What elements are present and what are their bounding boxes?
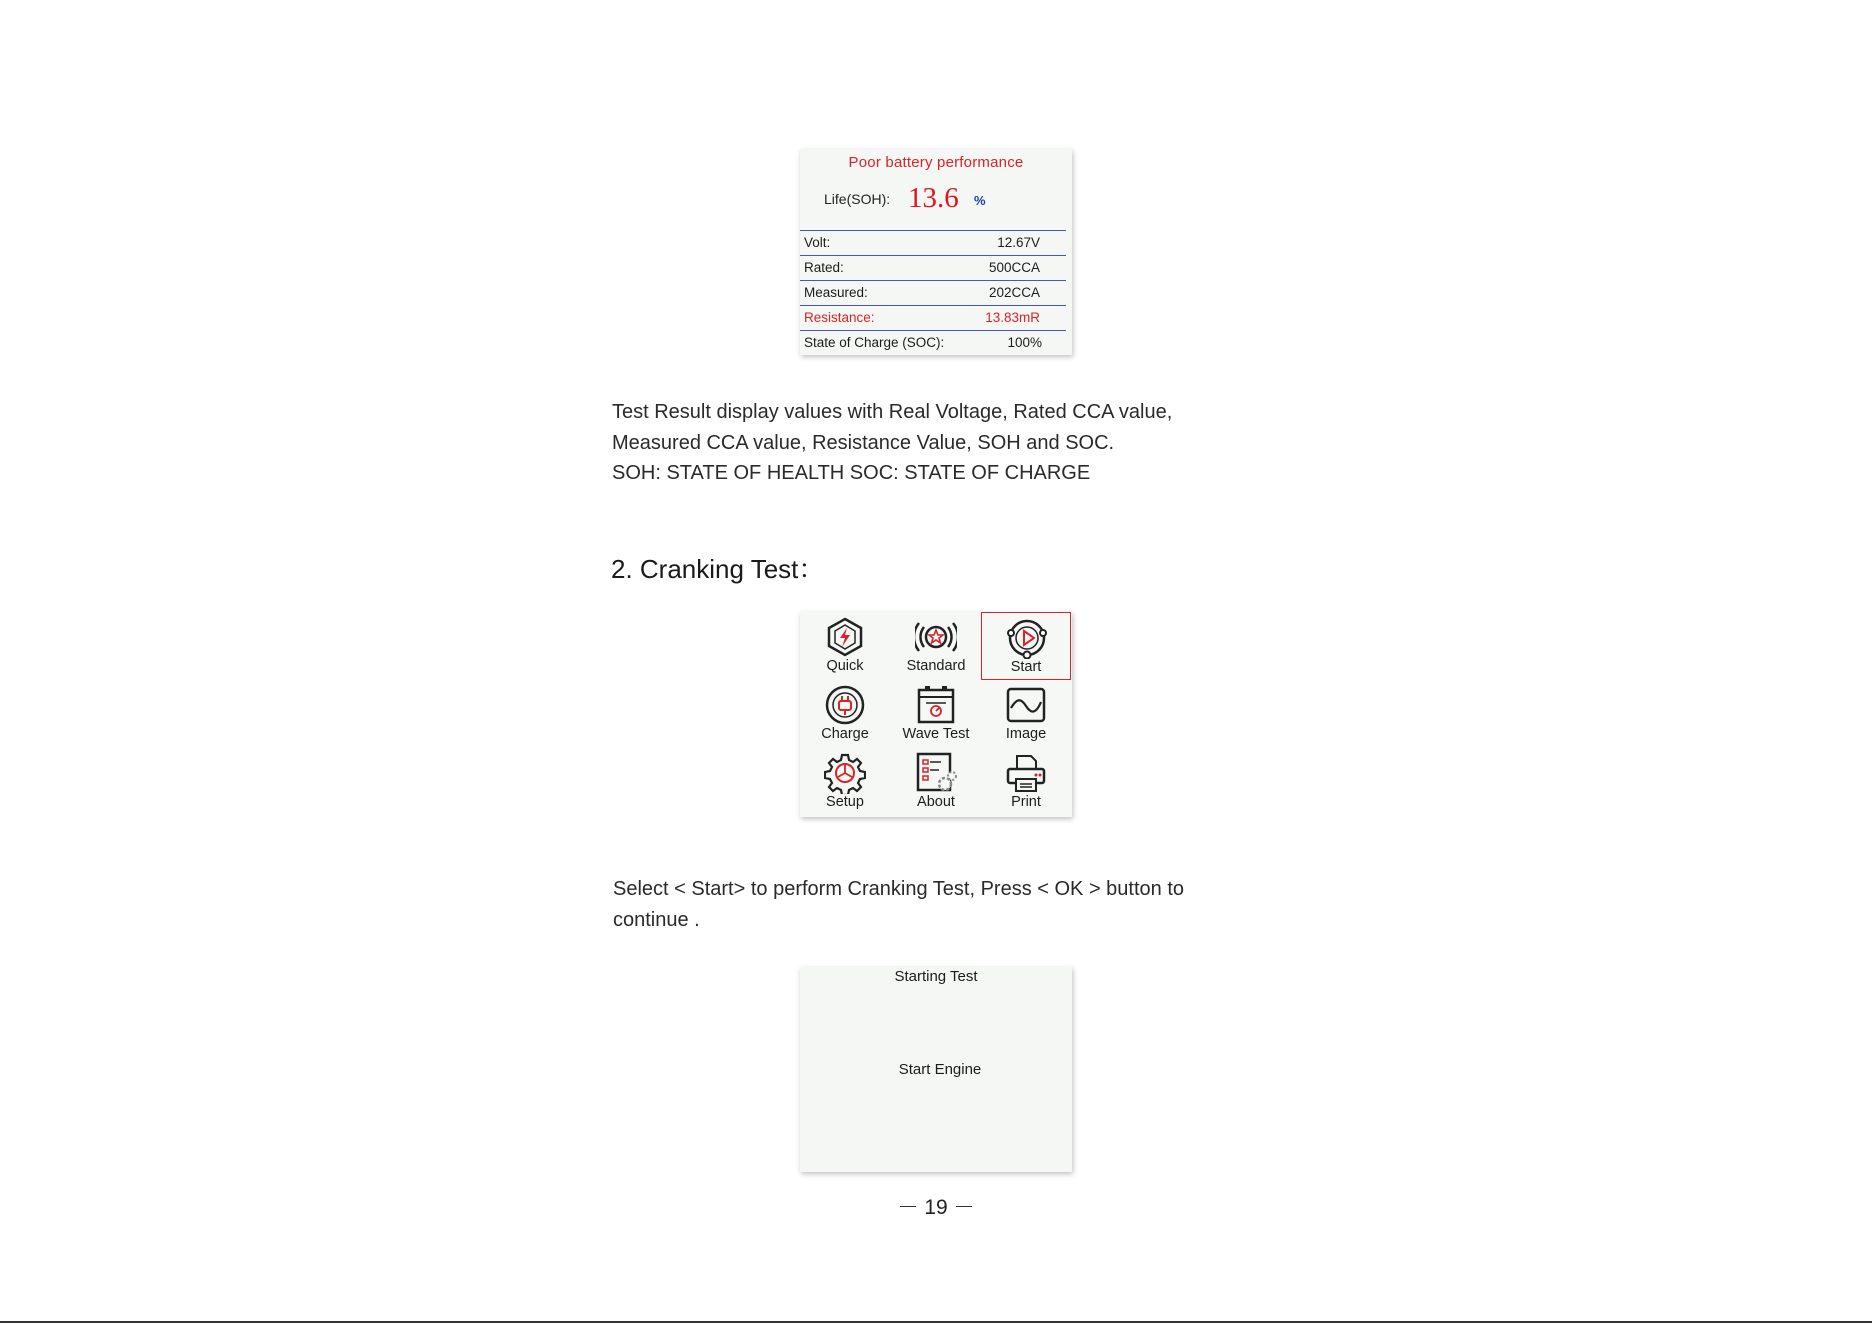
instruction-text [613, 874, 1184, 935]
page-number: － 19 － [897, 1196, 975, 1219]
menu-label: About [917, 794, 955, 810]
row-value: 13.83mR [985, 310, 1040, 325]
soh-readout [824, 182, 1054, 216]
result-table [800, 230, 1066, 355]
result-row-rated [800, 255, 1066, 280]
page-bottom-border [0, 1321, 1872, 1323]
row-label: Rated: [804, 260, 844, 275]
menu-item-print[interactable] [981, 748, 1071, 816]
quick-test-icon [824, 616, 866, 658]
menu-item-standard[interactable] [891, 612, 981, 680]
result-headline: Poor battery performance [848, 154, 1024, 171]
menu-label: Standard [906, 658, 966, 674]
menu-label: Print [1011, 794, 1041, 810]
menu-item-image[interactable] [981, 680, 1071, 748]
result-row-measured [800, 280, 1066, 305]
menu-label: Start [1010, 659, 1042, 675]
row-label: Resistance: [804, 310, 875, 325]
row-value: 100% [1007, 335, 1042, 350]
menu-label: Charge [821, 726, 869, 742]
image-icon [1005, 684, 1047, 726]
row-label: Volt: [804, 235, 831, 250]
instruction-line: Select < Start> to perform Cranking Test, Press < OK > button to [613, 878, 1185, 900]
result-description [612, 397, 1172, 489]
starting-test-title: Starting Test [894, 968, 978, 985]
menu-item-start[interactable] [981, 612, 1071, 680]
row-label: Measured: [804, 285, 868, 300]
soh-label: Life(SOH): [824, 191, 891, 207]
menu-item-quick[interactable] [800, 612, 890, 680]
menu-label: Wave Test [902, 726, 970, 742]
soh-value: 13.6 [908, 182, 959, 214]
standard-test-icon [915, 616, 957, 658]
charge-test-icon [824, 684, 866, 726]
menu-label: Image [1005, 726, 1047, 742]
main-menu-screen [800, 612, 1072, 817]
menu-item-charge[interactable] [800, 680, 890, 748]
row-value: 500CCA [988, 260, 1040, 275]
menu-item-wave-test[interactable] [891, 680, 981, 748]
result-row-volt [800, 230, 1066, 255]
menu-label: Quick [826, 658, 864, 674]
section-heading: 2. Cranking Test： [611, 554, 825, 584]
result-row-soc [800, 330, 1066, 355]
description-line: Test Result display values with Real Voltage, Rated CCA value, [612, 401, 1173, 423]
row-value: 12.67V [997, 235, 1040, 250]
print-icon [1005, 752, 1047, 794]
menu-item-about[interactable] [891, 748, 981, 816]
test-result-screen [800, 149, 1072, 355]
wave-test-icon [915, 684, 957, 726]
starting-test-screen [800, 967, 1072, 1172]
instruction-line: continue . [613, 908, 700, 931]
description-line: SOH: STATE OF HEALTH SOC: STATE OF CHARGE [612, 462, 1091, 484]
start-test-icon [1006, 617, 1048, 659]
menu-item-setup[interactable] [800, 748, 890, 816]
row-value: 202CCA [988, 285, 1040, 300]
menu-label: Setup [826, 794, 864, 810]
about-icon [915, 752, 957, 794]
setup-icon [824, 752, 866, 794]
start-engine-message: Start Engine [898, 1061, 982, 1078]
soh-unit: % [974, 193, 986, 208]
description-line: Measured CCA value, Resistance Value, SOH and SOC. [612, 431, 1115, 454]
result-row-resistance [800, 305, 1066, 330]
row-label: State of Charge (SOC): [804, 335, 945, 350]
